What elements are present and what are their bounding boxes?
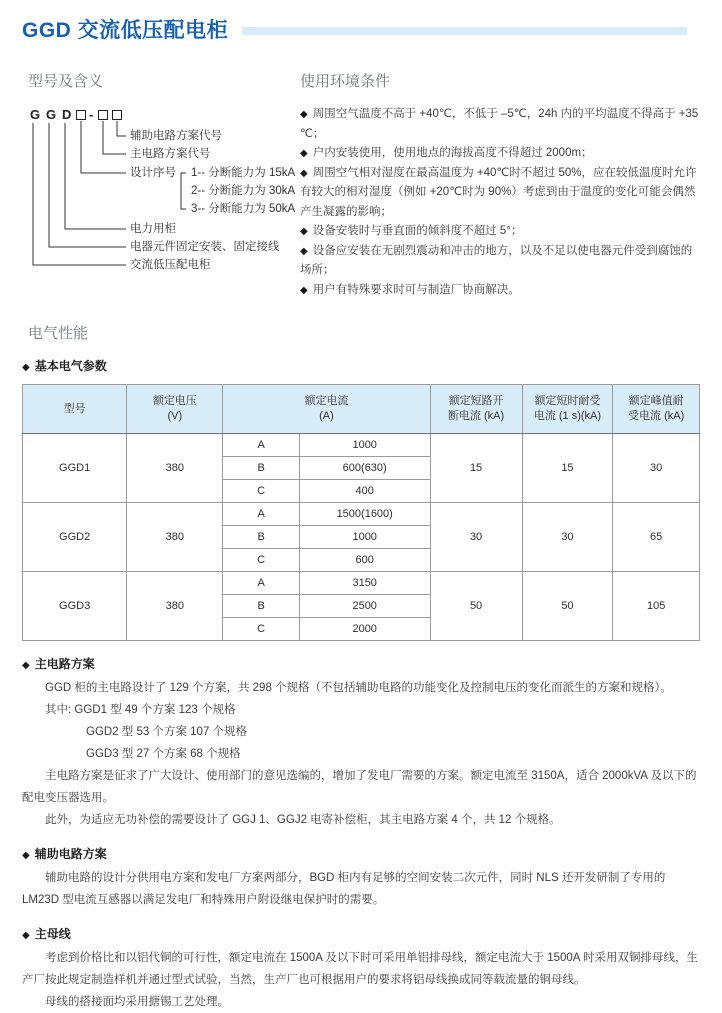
label-aux-circuit-code: 辅助电路方案代号 xyxy=(130,130,222,142)
items-label: 其中: xyxy=(45,704,72,716)
cell-current: 1000 xyxy=(299,526,430,549)
cell-breaking: 15 xyxy=(430,434,522,503)
environment-column xyxy=(294,70,700,300)
env-bullet xyxy=(300,105,700,144)
env-bullet-text: 户内安装使用，使用地点的海拔高度不得超过 2000m； xyxy=(312,147,593,159)
cell-voltage: 380 xyxy=(127,572,223,641)
cell-current: 2000 xyxy=(299,618,430,641)
cell-current: 1000 xyxy=(299,434,430,457)
cell-phase: A xyxy=(223,434,300,457)
cell-model: GGD2 xyxy=(23,503,127,572)
cell-phase: C xyxy=(223,549,300,572)
aux-circuit-subheading: ◆ 辅助电路方案 xyxy=(22,847,107,861)
cell-current: 400 xyxy=(299,480,430,503)
diamond-icon: ◆ xyxy=(300,167,308,179)
design-option-3: 3-- 分断能力为 50kA xyxy=(191,203,296,215)
cell-withstand: 15 xyxy=(522,434,613,503)
main-circuit-items-line xyxy=(45,699,700,721)
diamond-icon: ◆ xyxy=(22,930,30,941)
model-meaning-column xyxy=(22,70,294,300)
code-letter-g1: G xyxy=(30,107,41,122)
cell-peak: 65 xyxy=(613,503,700,572)
cell-phase: B xyxy=(223,595,300,618)
cell-withstand: 50 xyxy=(522,572,613,641)
env-bullet-text: 设备安装时与垂直面的倾斜度不超过 5°； xyxy=(312,225,523,237)
cell-withstand: 30 xyxy=(522,503,613,572)
col-header-withstand-current: 额定短时耐受 电流 (1 s)(kA) xyxy=(522,385,613,434)
aux-circuit-paragraph: 辅助电路的设计分供用电方案和发电厂方案两部分，BGD 柜内有足够的空间安装二次元件，同时 NLS 还开发研制了专用的 LM23D 型电流互感器以满足发电厂和特殊用户附设继电保护时的需要。 xyxy=(22,872,666,906)
cell-phase: C xyxy=(223,480,300,503)
cell-peak: 30 xyxy=(613,434,700,503)
scheme-count-ggd1: GGD1 型 49 个方案 123 个规格 xyxy=(74,704,236,716)
table-row xyxy=(23,434,700,457)
page-title: GGD 交流低压配电柜 xyxy=(22,19,229,42)
cell-current: 3150 xyxy=(299,572,430,595)
env-bullet xyxy=(300,222,700,242)
performance-heading: 电气性能 xyxy=(28,325,89,342)
col-header-breaking-current: 额定短路开 断电流 (kA) xyxy=(430,385,522,434)
cell-voltage: 380 xyxy=(127,434,223,503)
cell-model: GGD1 xyxy=(23,434,127,503)
environment-heading: 使用环境条件 xyxy=(300,73,391,90)
electrical-parameters-table xyxy=(22,384,700,641)
env-bullet-text: 周围空气温度不高于 +40℃，不低于 –5℃，24h 内的平均温度不得高于 +35 ℃； xyxy=(300,108,699,140)
col-header-voltage: 额定电压 (V) xyxy=(127,385,223,434)
env-bullet xyxy=(300,144,700,164)
cell-voltage: 380 xyxy=(127,503,223,572)
design-options-bracket xyxy=(181,173,186,209)
environment-bullet-list xyxy=(300,105,700,300)
main-circuit-paragraph-2: 主电路方案是征求了广大设计、使用部门的意见选编的，增加了发电厂需要的方案。额定电流至 3150A，适合 2000kVA 及以下的配电变压器选用。 xyxy=(22,770,697,804)
model-code-diagram xyxy=(28,107,294,281)
main-circuit-subheading: ◆ 主电路方案 xyxy=(22,657,95,671)
model-meaning-heading: 型号及含义 xyxy=(28,73,104,90)
diamond-icon: ◆ xyxy=(300,226,308,237)
col-header-current: 额定电流 (A) xyxy=(223,385,430,434)
cell-peak: 105 xyxy=(613,572,700,641)
code-letter-d: D xyxy=(62,107,72,122)
cell-current: 600(630) xyxy=(299,457,430,480)
scheme-count-ggd3: GGD3 型 27 个方案 68 个规格 xyxy=(86,748,241,760)
cell-phase: B xyxy=(223,526,300,549)
cell-phase: C xyxy=(223,618,300,641)
col-header-model: 型号 xyxy=(23,385,127,434)
diamond-icon: ◆ xyxy=(300,148,308,159)
diamond-icon: ◆ xyxy=(300,109,308,120)
cell-breaking: 30 xyxy=(430,503,522,572)
diamond-icon: ◆ xyxy=(300,245,308,257)
col-header-peak-current: 额定峰值耐 受电流 (kA) xyxy=(613,385,700,434)
table-row xyxy=(23,572,700,595)
main-circuit-paragraph-1: GGD 柜的主电路设计了 129 个方案，共 298 个规格（不包括辅助电路的功能变化及控制电压的变化而派生的方案和规格）。 xyxy=(45,682,672,694)
busbar-paragraph-1: 考虑到价格比和以铝代铜的可行性，额定电流在 1500A 及以下时可采用单铝排母线，额定电流大于 1500A 时采用双铜排母线，生产厂按此规定制造样机并通过型式试验，当然，生产厂也可根据用户的要求将铝母线换成同等载流量的铜母线。 xyxy=(22,952,699,986)
busbar-subheading: ◆ 主母线 xyxy=(22,927,71,941)
label-design-number: 设计序号 xyxy=(130,167,176,179)
cell-current: 2500 xyxy=(299,595,430,618)
env-bullet-text: 设备应安装在无剧烈震动和冲击的地方，以及不足以使电器元件受到腐蚀的场所； xyxy=(300,244,693,276)
cell-phase: B xyxy=(223,457,300,480)
table-row xyxy=(23,503,700,526)
basic-parameters-subheading: ◆ 基本电气参数 xyxy=(22,359,107,373)
diamond-icon: ◆ xyxy=(22,850,30,861)
env-bullet-text: 用户有特殊要求时可与制造厂协商解决。 xyxy=(312,283,520,296)
cell-phase: A xyxy=(223,503,300,526)
busbar-paragraph-2: 母线的搭接面均采用搪锡工艺处理。 xyxy=(45,996,229,1008)
cell-breaking: 50 xyxy=(430,572,522,641)
env-bullet xyxy=(300,281,700,301)
diamond-icon: ◆ xyxy=(300,284,308,296)
design-option-2: 2-- 分断能力为 30kA xyxy=(191,185,296,197)
main-circuit-paragraph-3: 此外，为适应无功补偿的需要设计了 GGJ 1、GGJ2 电寄补偿柜，其主电路方案 4 个，共 12 个规格。 xyxy=(45,814,561,826)
code-dash: - xyxy=(89,107,94,122)
label-main-circuit-code: 主电路方案代号 xyxy=(130,148,211,160)
diamond-icon: ◆ xyxy=(22,362,30,373)
label-fixed-install: 电器元件固定安装、固定接线 xyxy=(130,241,280,253)
diamond-icon: ◆ xyxy=(22,660,30,671)
cell-model: GGD3 xyxy=(23,572,127,641)
env-bullet-text: 周围空气相对湿度在最高温度为 +40℃时不超过 50%，应在较低温度时允许有较大的相对湿度（例如 +20℃时为 90%）考虑到由于温度的变化可能会偶然产生凝露的影响； xyxy=(300,166,697,218)
title-underline-bar xyxy=(242,27,687,35)
title-row xyxy=(22,14,700,44)
env-bullet xyxy=(300,164,700,223)
scheme-count-ggd2: GGD2 型 53 个方案 107 个规格 xyxy=(86,726,248,738)
code-letter-g2: G xyxy=(46,107,57,122)
cell-phase: A xyxy=(223,572,300,595)
top-two-column-zone xyxy=(22,70,700,300)
label-power-cabinet: 电力用柜 xyxy=(130,223,176,235)
label-ac-lv-cabinet: 交流低压配电柜 xyxy=(130,259,211,271)
table-header-row xyxy=(23,385,700,434)
cell-current: 600 xyxy=(299,549,430,572)
env-bullet xyxy=(300,242,700,281)
design-option-1: 1-- 分断能力为 15kA xyxy=(191,167,296,179)
cell-current: 1500(1600) xyxy=(299,503,430,526)
